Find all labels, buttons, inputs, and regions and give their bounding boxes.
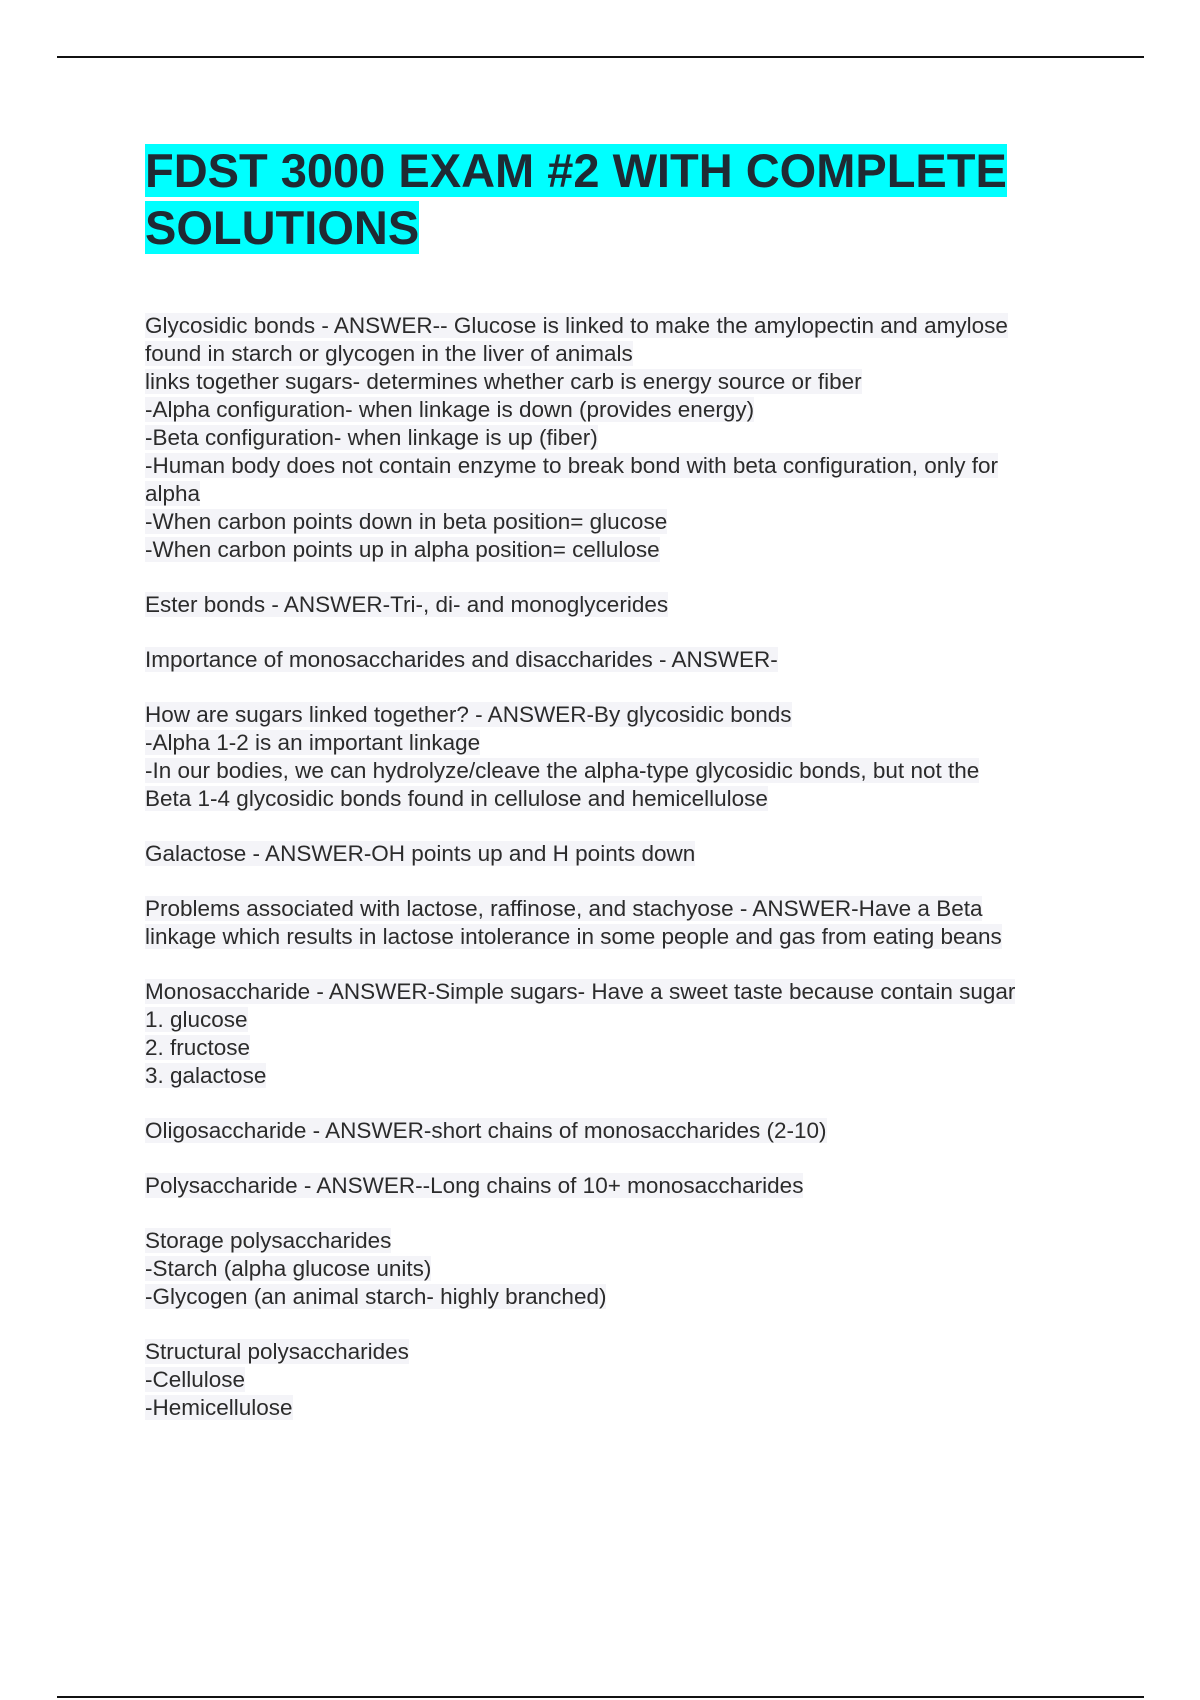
text-line <box>145 895 1105 923</box>
text-line-content: -In our bodies, we can hydrolyze/cleave the alpha-type glycosidic bonds, but not the <box>145 758 980 783</box>
text-line-content: Glycosidic bonds - ANSWER-- Glucose is linked to make the amylopectin and amylose <box>145 313 1008 338</box>
text-line <box>145 1338 1105 1366</box>
text-line-content: Problems associated with lactose, raffinose, and stachyose - ANSWER-Have a Beta <box>145 896 983 921</box>
text-line-content: links together sugars- determines whether carb is energy source or fiber <box>145 369 862 394</box>
document-body <box>145 312 1105 1449</box>
qa-block <box>145 978 1105 1090</box>
text-line <box>145 536 1105 564</box>
text-line-content: Monosaccharide - ANSWER-Simple sugars- Have a sweet taste because contain sugar <box>145 979 1016 1004</box>
text-line <box>145 1255 1105 1283</box>
text-line-content: 1. glucose <box>145 1007 248 1032</box>
qa-block <box>145 1338 1105 1422</box>
text-line <box>145 978 1105 1006</box>
bottom-rule <box>57 1696 1144 1698</box>
text-line-content: found in starch or glycogen in the liver of animals <box>145 341 633 366</box>
qa-block <box>145 1227 1105 1311</box>
text-line <box>145 368 1105 396</box>
text-line-content: Oligosaccharide - ANSWER-short chains of monosaccharides (2-10) <box>145 1118 827 1143</box>
title-line-1: FDST 3000 EXAM #2 WITH COMPLETE <box>145 144 1007 197</box>
qa-block <box>145 701 1105 813</box>
text-line-content: Storage polysaccharides <box>145 1228 392 1253</box>
text-line-content: Importance of monosaccharides and disaccharides - ANSWER- <box>145 647 778 672</box>
text-line-content: -Starch (alpha glucose units) <box>145 1256 432 1281</box>
top-rule <box>57 56 1144 58</box>
text-line <box>145 1366 1105 1394</box>
text-line-content: Galactose - ANSWER-OH points up and H points down <box>145 841 696 866</box>
text-line <box>145 591 1105 619</box>
text-line <box>145 1062 1105 1090</box>
text-line <box>145 312 1105 340</box>
text-line <box>145 840 1105 868</box>
text-line-content: linkage which results in lactose intolerance in some people and gas from eating beans <box>145 924 1002 949</box>
text-line-content: -Cellulose <box>145 1367 246 1392</box>
page-title <box>145 142 1065 256</box>
text-line-content: -Alpha 1-2 is an important linkage <box>145 730 481 755</box>
text-line-content: -Beta configuration- when linkage is up (fiber) <box>145 425 598 450</box>
qa-block <box>145 591 1105 619</box>
text-line-content: alpha <box>145 481 201 506</box>
text-line <box>145 1034 1105 1062</box>
text-line-content: Beta 1-4 glycosidic bonds found in cellulose and hemicellulose <box>145 786 768 811</box>
text-line-content: -Hemicellulose <box>145 1395 293 1420</box>
qa-block <box>145 895 1105 951</box>
text-line <box>145 340 1105 368</box>
text-line-content: 3. galactose <box>145 1063 267 1088</box>
text-line <box>145 729 1105 757</box>
text-line <box>145 508 1105 536</box>
qa-block <box>145 646 1105 674</box>
text-line <box>145 1006 1105 1034</box>
qa-block <box>145 1117 1105 1145</box>
text-line <box>145 785 1105 813</box>
text-line <box>145 1283 1105 1311</box>
text-line-content: -When carbon points down in beta position= glucose <box>145 509 668 534</box>
text-line <box>145 452 1105 480</box>
text-line <box>145 480 1105 508</box>
qa-block <box>145 840 1105 868</box>
qa-block <box>145 1172 1105 1200</box>
text-line-content: Ester bonds - ANSWER-Tri-, di- and monoglycerides <box>145 592 669 617</box>
text-line-content: Structural polysaccharides <box>145 1339 409 1364</box>
text-line-content: Polysaccharide - ANSWER--Long chains of 10+ monosaccharides <box>145 1173 804 1198</box>
text-line-content: -When carbon points up in alpha position= cellulose <box>145 537 660 562</box>
text-line-content: 2. fructose <box>145 1035 251 1060</box>
text-line <box>145 757 1105 785</box>
title-line-2: SOLUTIONS <box>145 201 420 254</box>
text-line-content: -Human body does not contain enzyme to break bond with beta configuration, only for <box>145 453 999 478</box>
text-line <box>145 1227 1105 1255</box>
text-line <box>145 701 1105 729</box>
text-line <box>145 1394 1105 1422</box>
text-line <box>145 923 1105 951</box>
text-line <box>145 1117 1105 1145</box>
qa-block <box>145 312 1105 564</box>
text-line-content: -Alpha configuration- when linkage is down (provides energy) <box>145 397 755 422</box>
text-line-content: How are sugars linked together? - ANSWER-By glycosidic bonds <box>145 702 792 727</box>
text-line-content: -Glycogen (an animal starch- highly branched) <box>145 1284 607 1309</box>
text-line <box>145 396 1105 424</box>
text-line <box>145 1172 1105 1200</box>
text-line <box>145 646 1105 674</box>
text-line <box>145 424 1105 452</box>
